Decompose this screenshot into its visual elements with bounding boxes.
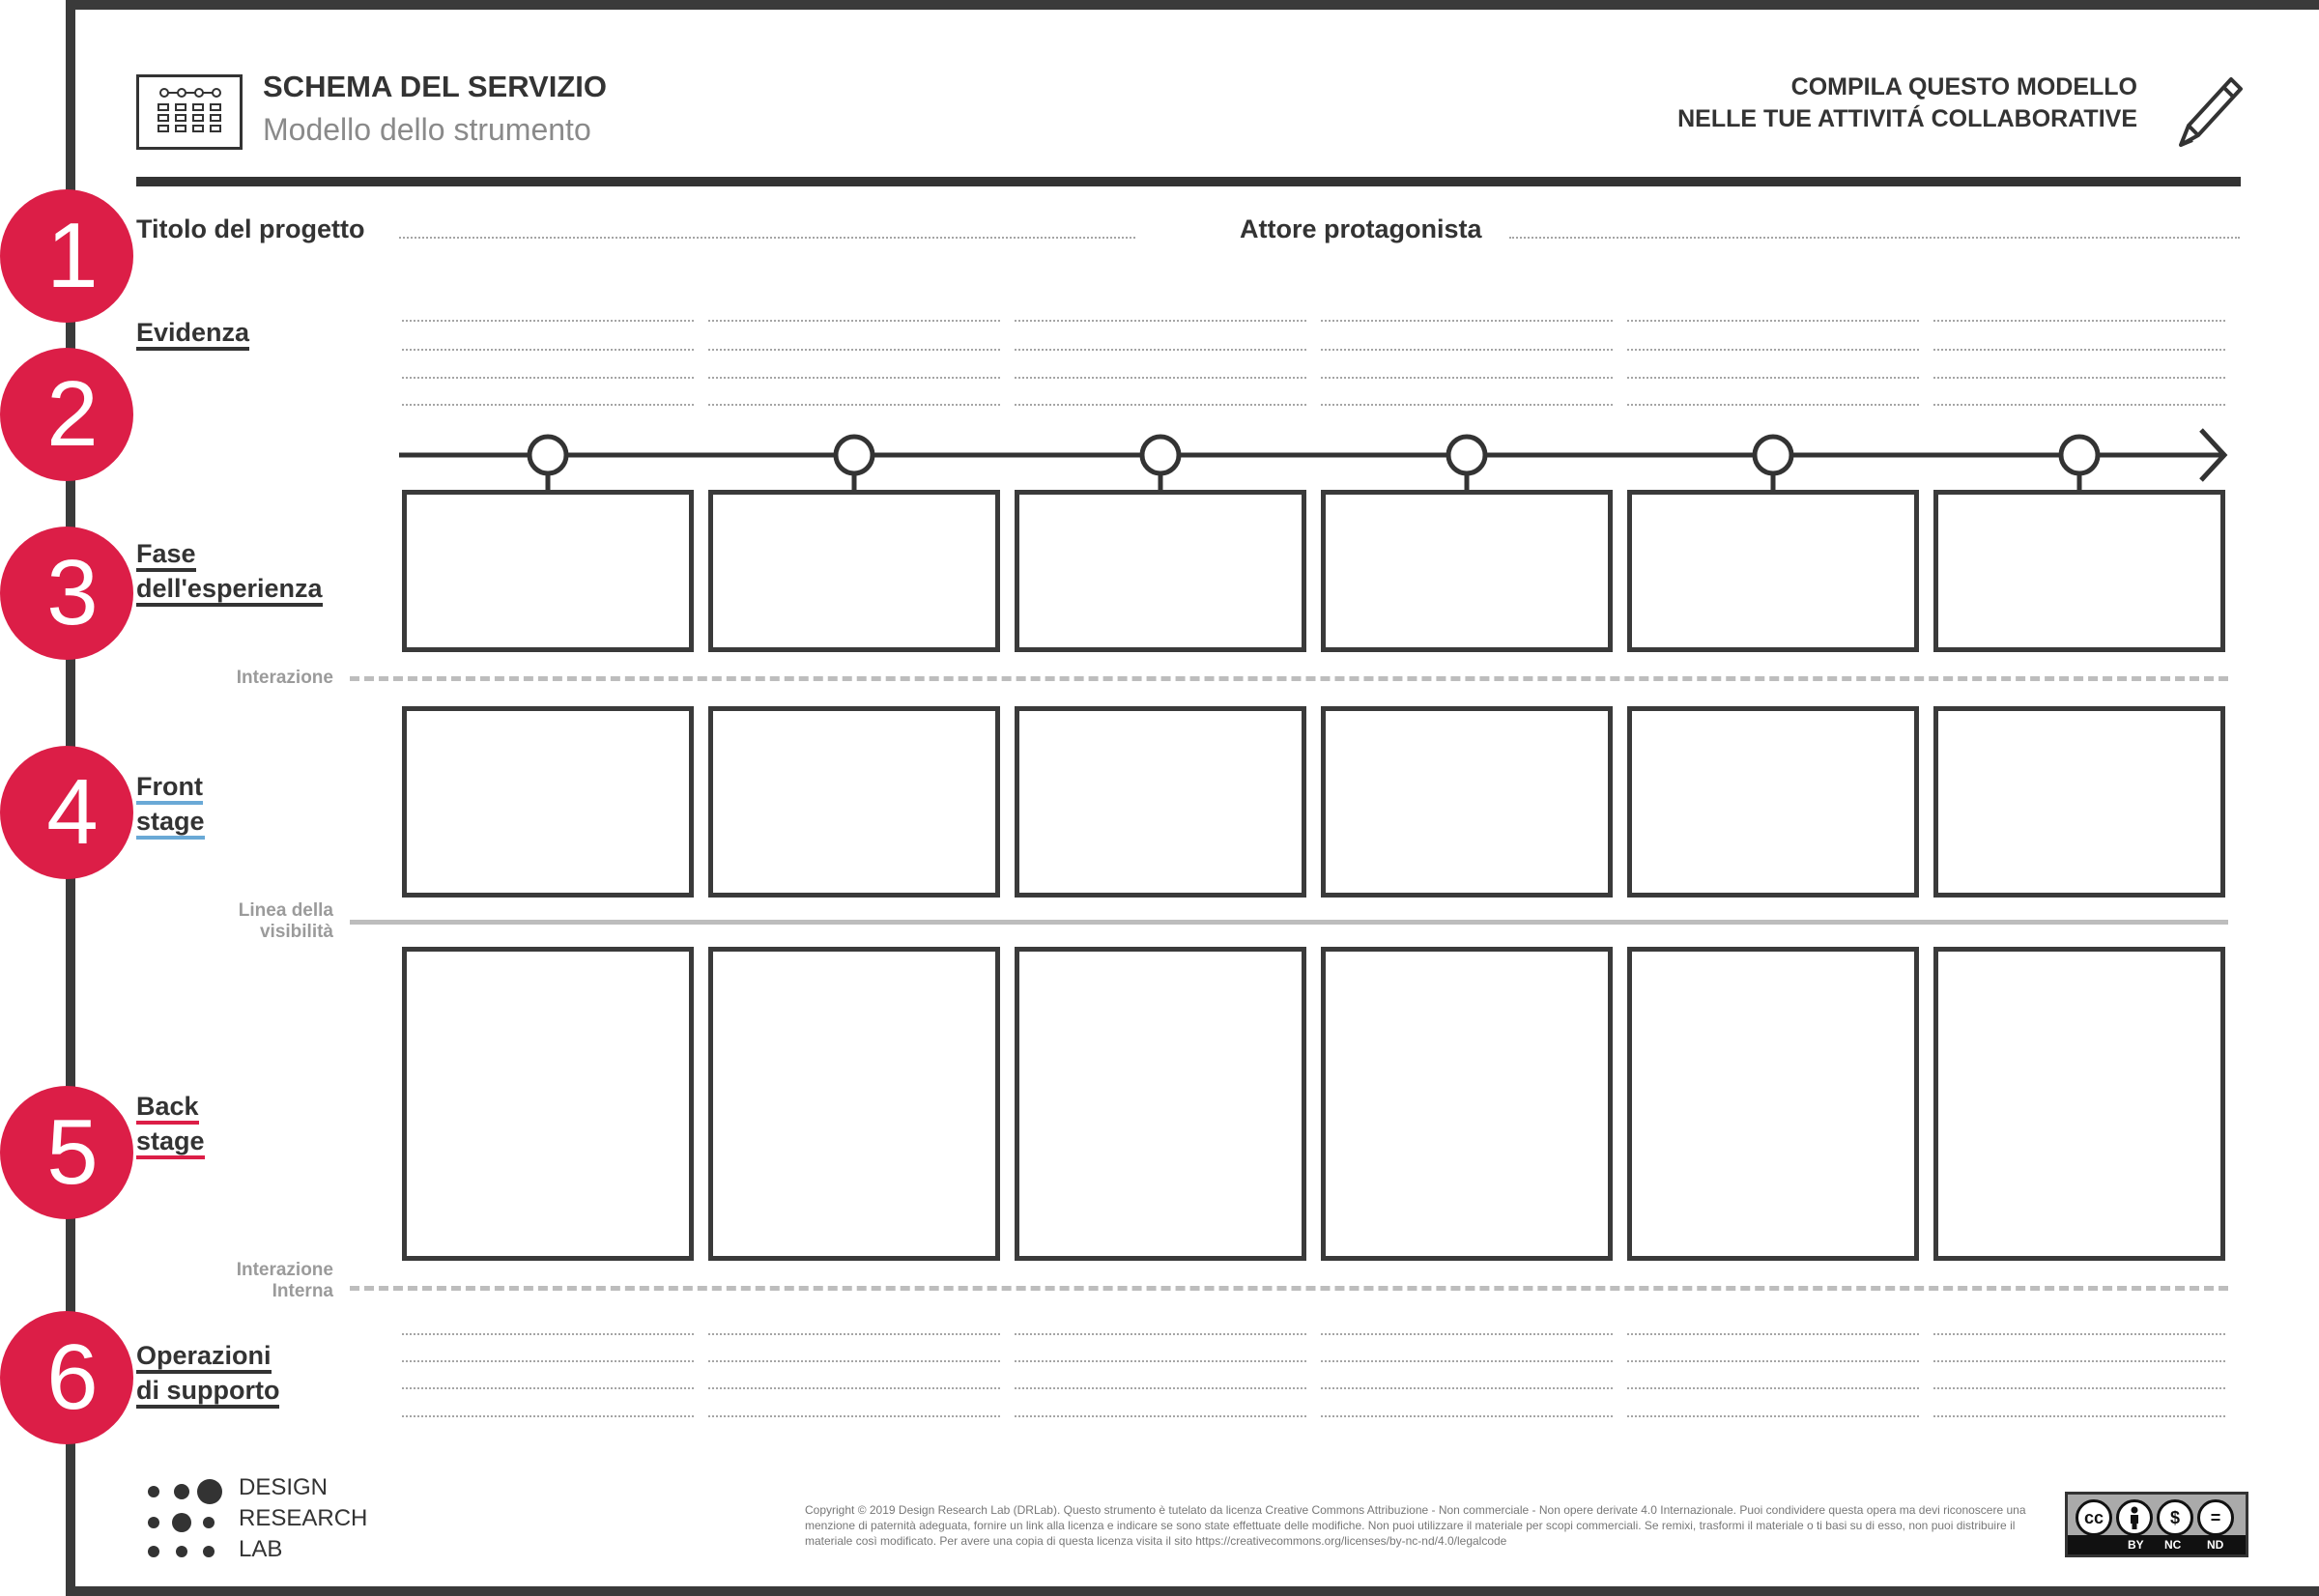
front-stage-box-5[interactable]: [1627, 706, 1919, 898]
phase-box-1[interactable]: [402, 490, 694, 652]
support-label: [136, 1339, 279, 1409]
visibility-line: [350, 920, 2228, 925]
phase-box-5[interactable]: [1627, 490, 1919, 652]
support-input-3[interactable]: [1015, 1360, 1306, 1362]
project-title-label: Titolo del progetto: [136, 214, 365, 243]
support-input-5[interactable]: [1627, 1360, 1919, 1362]
support-input-1[interactable]: [402, 1360, 694, 1362]
cc-license-badge[interactable]: [2065, 1492, 2248, 1557]
visibility-line-1: Linea della: [238, 900, 333, 921]
logo-dot: [174, 1484, 189, 1499]
logo-line-3: LAB: [239, 1536, 283, 1562]
timeline-marker-4: [1448, 437, 1485, 473]
logo-line-1: DESIGN: [239, 1474, 329, 1500]
logo-dot: [148, 1546, 159, 1557]
back-stage-box-3[interactable]: [1015, 947, 1306, 1261]
support-input-6[interactable]: [1933, 1415, 2225, 1417]
support-input-5[interactable]: [1627, 1387, 1919, 1389]
support-input-6[interactable]: [1933, 1387, 2225, 1389]
step-number-6: 6: [0, 1311, 133, 1444]
back-stage-label: [136, 1090, 205, 1159]
step-number-3: 3: [0, 527, 133, 660]
interaction-label: Interazione: [236, 668, 333, 688]
instruction-line-1: COMPILA QUESTO MODELLO: [1790, 73, 2137, 100]
logo-dot: [203, 1517, 215, 1528]
cc-by-text: BY: [2128, 1538, 2144, 1552]
main-actor-label: Attore protagonista: [1240, 214, 1482, 243]
support-input-1[interactable]: [402, 1333, 694, 1335]
support-input-4[interactable]: [1321, 1415, 1613, 1417]
front-stage-box-1[interactable]: [402, 706, 694, 898]
copyright-notice: Copyright © 2019 Design Research Lab (DRLab). Questo strumento è tutelato da licenza Creative Commons Attribuzione - Non commerciale - Non opere derivate 4.0 Internazionale. Puoi condividere questa opera ma devi riconoscere una menzione di paternità adeguata, fornire un link alla licenza e indicare se sono state effettuate delle modifiche. Non puoi utilizzare il materiale per scopi commerciali. Se remixi, trasformi il materiale o ti basi su di esso, non puoi distribuire il materiale così modificato. Per avere una copia di questa licenza visita il sito https://creativecommons.org/licenses/by-nc-nd/4.0/legalcode: [805, 1503, 2026, 1548]
internal-interaction-label: [140, 1260, 333, 1302]
back-stage-box-1[interactable]: [402, 947, 694, 1261]
timeline: [0, 0, 2319, 502]
step-number-4: 4: [0, 746, 133, 879]
support-input-5[interactable]: [1627, 1415, 1919, 1417]
front-stage-box-6[interactable]: [1933, 706, 2225, 898]
phase-box-4[interactable]: [1321, 490, 1613, 652]
timeline-marker-5: [1755, 437, 1791, 473]
back-stage-box-5[interactable]: [1627, 947, 1919, 1261]
front-stage-line-1: Front: [136, 772, 203, 805]
timeline-marker-2: [836, 437, 873, 473]
timeline-marker-1: [530, 437, 566, 473]
back-stage-line-1: Back: [136, 1092, 199, 1125]
logo-dot: [197, 1479, 222, 1504]
internal-line-2: Interna: [272, 1281, 333, 1301]
front-stage-box-2[interactable]: [708, 706, 1000, 898]
step-number-5: 5: [0, 1086, 133, 1219]
phase-box-6[interactable]: [1933, 490, 2225, 652]
instruction-line-2: NELLE TUE ATTIVITÁ COLLABORATIVE: [1677, 105, 2137, 132]
logo-dot: [172, 1513, 191, 1532]
internal-line-1: Interazione: [236, 1260, 333, 1280]
support-input-3[interactable]: [1015, 1387, 1306, 1389]
support-input-2[interactable]: [708, 1360, 1000, 1362]
support-input-6[interactable]: [1933, 1360, 2225, 1362]
page-subtitle: Modello dello strumento: [263, 112, 591, 147]
evidence-label-text: Evidenza: [136, 318, 249, 351]
front-stage-box-3[interactable]: [1015, 706, 1306, 898]
logo-dot: [176, 1546, 187, 1557]
step-number-2: 2: [0, 348, 133, 481]
interaction-line: [350, 676, 2228, 681]
support-input-6[interactable]: [1933, 1333, 2225, 1335]
phase-box-3[interactable]: [1015, 490, 1306, 652]
cc-nd-text: ND: [2207, 1538, 2224, 1552]
support-line-2: di supporto: [136, 1376, 279, 1409]
front-stage-label: [136, 770, 205, 840]
support-input-4[interactable]: [1321, 1387, 1613, 1389]
nd-icon: =: [2197, 1499, 2234, 1536]
support-input-2[interactable]: [708, 1387, 1000, 1389]
support-input-2[interactable]: [708, 1333, 1000, 1335]
front-stage-line-2: stage: [136, 807, 205, 840]
logo-line-2: RESEARCH: [239, 1505, 368, 1531]
by-icon: [2116, 1499, 2153, 1536]
back-stage-box-2[interactable]: [708, 947, 1000, 1261]
phase-label-line-1: Fase: [136, 539, 196, 572]
page-title: SCHEMA DEL SERVIZIO: [263, 70, 607, 103]
support-input-2[interactable]: [708, 1415, 1000, 1417]
logo-dot: [203, 1546, 215, 1557]
support-input-3[interactable]: [1015, 1415, 1306, 1417]
back-stage-box-4[interactable]: [1321, 947, 1613, 1261]
internal-interaction-line: [350, 1286, 2228, 1291]
cc-icon: cc: [2076, 1499, 2112, 1536]
timeline-marker-6: [2061, 437, 2098, 473]
logo-dot: [148, 1486, 159, 1497]
logo-dot: [148, 1517, 159, 1528]
support-input-5[interactable]: [1627, 1333, 1919, 1335]
phase-label-line-2: dell'esperienza: [136, 574, 323, 607]
support-input-4[interactable]: [1321, 1333, 1613, 1335]
cc-nc-text: NC: [2164, 1538, 2182, 1552]
support-input-1[interactable]: [402, 1387, 694, 1389]
support-input-1[interactable]: [402, 1415, 694, 1417]
timeline-marker-3: [1142, 437, 1179, 473]
front-stage-box-4[interactable]: [1321, 706, 1613, 898]
back-stage-box-6[interactable]: [1933, 947, 2225, 1261]
nc-icon: $: [2157, 1499, 2193, 1536]
support-line-1: Operazioni: [136, 1341, 272, 1374]
visibility-line-2: visibilità: [259, 922, 333, 942]
phase-label: [136, 537, 323, 607]
visibility-label: [140, 900, 333, 943]
back-stage-line-2: stage: [136, 1126, 205, 1159]
support-input-3[interactable]: [1015, 1333, 1306, 1335]
step-number-1: 1: [0, 189, 133, 323]
support-input-4[interactable]: [1321, 1360, 1613, 1362]
phase-box-2[interactable]: [708, 490, 1000, 652]
logo-text: [239, 1472, 367, 1565]
cc-terms: [2068, 1535, 2246, 1554]
